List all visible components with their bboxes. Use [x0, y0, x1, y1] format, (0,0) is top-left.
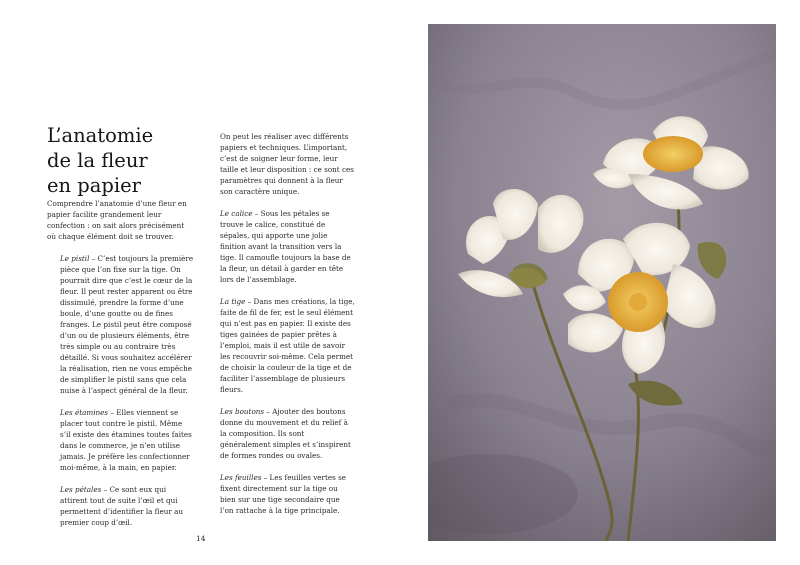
section-term: Les étamines: [60, 408, 109, 417]
right-column: [207, 131, 355, 527]
section-boutons: [207, 406, 355, 461]
section-text: – Les feuilles vertes se fixent directement sur la tige ou bien sur une tige secondaire que l’on rattache à la tige principale.: [220, 473, 347, 515]
intro-paragraph: Comprendre l’anatomie d’une fleur en papier facilite grandement leur confection : on sait alors précisément où chaque élément doit se trouver.: [47, 199, 187, 241]
section-text: – C’est toujours la première pièce que l’on fixe sur la tige. On pourrait dire que c’est le cœur de la fleur. Il peut rester apparent ou être dissimulé, prendre la forme d’une boule, d’une goutte ou de fines franges. Le pistil peut être composé d’un ou de plusieurs éléments, être très simple ou au contraire très détaillé. Si vous souhaitez accélérer la réalisation, rien ne vous empêche de simplifier le pistil sans que cela nuise à l’aspect général de la fleur.: [60, 254, 194, 395]
section-text: – Ce sont eux qui attirent tout de suite l’œil et qui permettent d’identifier la fleur au premier coup d’œil.: [60, 485, 183, 527]
section-term: Les boutons: [220, 407, 265, 416]
flower-photo: [428, 24, 776, 541]
title-line: en papier: [47, 174, 141, 197]
section-text: – Ajouter des boutons donne du mouvement et du relief à la composition. Ils sont généralement simples et s’inspirent de formes rondes ou ovales.: [220, 407, 351, 460]
section-text: – Sous les pétales se trouve le calice, constitué de sépales, qui apporte une jolie finition avant la transition vers la tige. Il camoufle toujours la base de la fleur, un détail à garder en tête lors de l’assemblage.: [220, 209, 351, 284]
page-title: [47, 123, 207, 198]
section-term: Les pétales: [60, 485, 102, 494]
paper-flowers-illustration: [428, 24, 776, 541]
left-column: [47, 198, 195, 539]
section-term: Le pistil: [60, 254, 90, 263]
section-term: La tige: [220, 297, 246, 306]
section-petales: [47, 484, 195, 528]
title-line: de la fleur: [47, 149, 148, 172]
section-calice: [207, 208, 355, 285]
section-feuilles: [207, 472, 355, 516]
section-etamines: [47, 407, 195, 473]
section-text: – Dans mes créations, la tige, faite de fil de fer, est le seul élément qui n’est pas en papier. Il existe des tiges gainées de papier prêtes à l’emploi, mais il est utile de savoir les recouvrir soi-même. Cela permet de choisir la couleur de la tige et de faciliter l’assemblage de plusieurs fleurs.: [220, 297, 355, 394]
section-term: Les feuilles: [220, 473, 262, 482]
page-number: 14: [196, 534, 206, 543]
section-pistil: [47, 253, 195, 396]
title-line: L’anatomie: [47, 124, 154, 147]
section-tige: [207, 296, 355, 395]
section-term: Le calice: [220, 209, 253, 218]
continued-paragraph: On peut les réaliser avec différents papiers et techniques. L’important, c’est de soigner leur forme, leur taille et leur disposition : ce sont ces paramètres qui donnent à la fleur son caractère unique.: [220, 132, 354, 196]
section-text: – Elles viennent se placer tout contre le pistil. Même s’il existe des étamines toutes faites dans le commerce, je n’en utilise jamais. Je préfère les confectionner moi-même, à la main, en papier.: [60, 408, 192, 472]
